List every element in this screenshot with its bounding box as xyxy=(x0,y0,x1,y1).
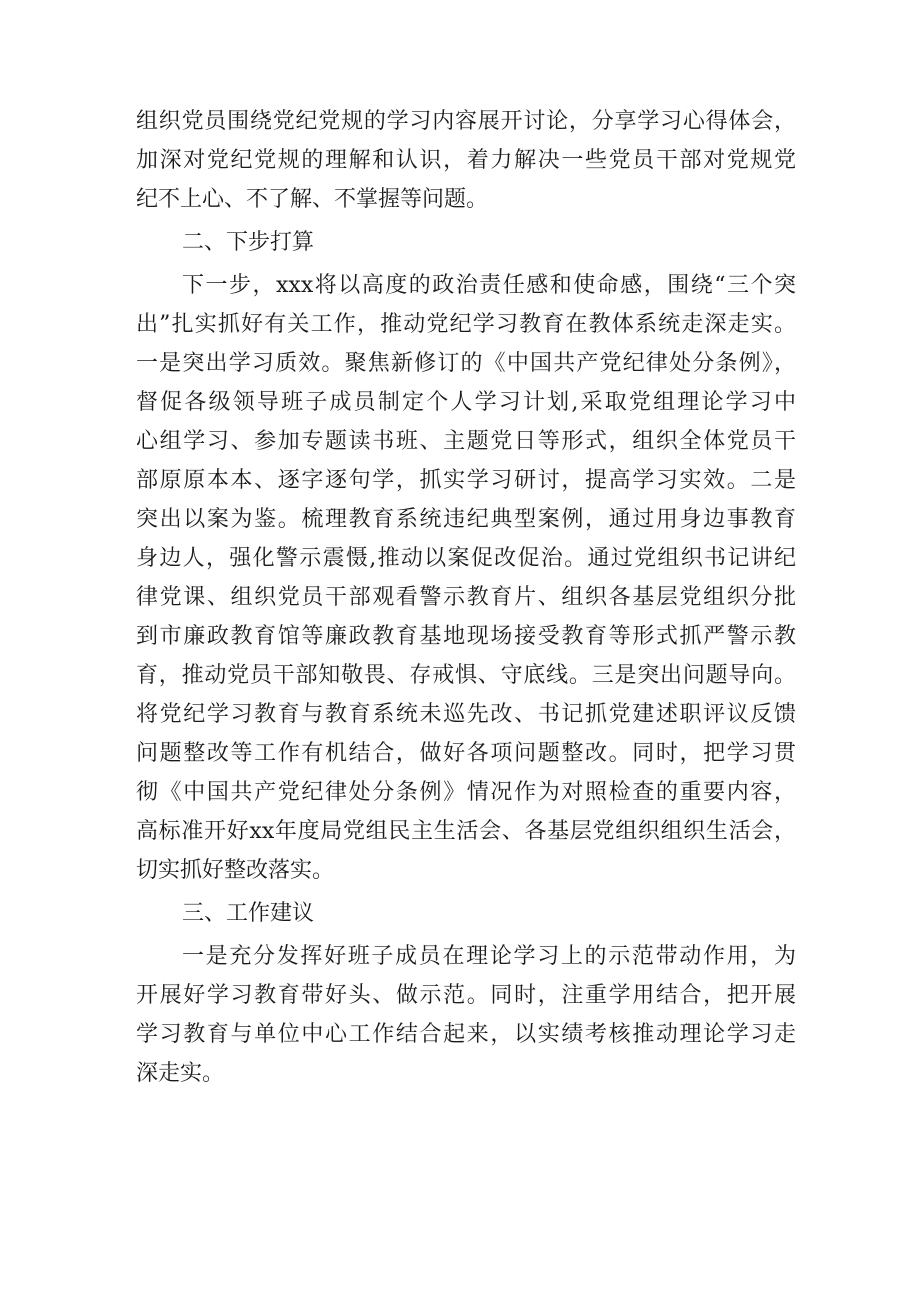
text-line: 律党课、组织党员干部观看警示教育片、组织各基层党组织分批 xyxy=(136,585,796,610)
text-line: 下一步，xxx将以高度的政治责任感和使命感，围绕“三个突 xyxy=(182,273,796,298)
text-line: 切实抓好整改落实。 xyxy=(136,858,335,883)
text-line: 出”扎实抓好有关工作，推动党纪学习教育在教体系统走深走实。 xyxy=(136,312,796,337)
paragraph-opening xyxy=(136,102,796,219)
text-line: 心组学习、参加专题读书班、主题党日等形式，组织全体党员干 xyxy=(136,429,796,454)
section-heading-suggestions: 三、工作建议 xyxy=(182,901,315,926)
text-line: 部原原本本、逐字逐句学，抓实学习研讨，提高学习实效。二是 xyxy=(136,468,796,493)
text-line: 深走实。 xyxy=(136,1061,225,1086)
text-line: 问题整改等工作有机结合，做好各项问题整改。同时，把学习贯 xyxy=(136,741,796,766)
text-line: 将党纪学习教育与教育系统未巡先改、书记抓党建述职评议反馈 xyxy=(136,702,796,727)
paragraph-suggestions xyxy=(136,937,796,1093)
text-line: 开展好学习教育带好头、做示范。同时，注重学用结合，把开展 xyxy=(136,983,796,1008)
document-body xyxy=(136,102,796,1093)
text-line: 督促各级领导班子成员制定个人学习计划,采取党组理论学习中 xyxy=(136,390,796,415)
text-line: 学习教育与单位中心工作结合起来，以实绩考核推动理论学习走 xyxy=(136,1022,796,1047)
section-heading-next-steps: 二、下步打算 xyxy=(182,230,315,255)
text-line: 加深对党纪党规的理解和认识，着力解决一些党员干部对党规党 xyxy=(136,148,796,173)
text-line: 育，推动党员干部知敬畏、存戒惧、守底线。三是突出问题导向。 xyxy=(136,663,796,688)
text-line: 身边人，强化警示震慑,推动以案促改促治。通过党组织书记讲纪 xyxy=(136,546,796,571)
text-line: 高标准开好xx年度局党组民主生活会、各基层党组织组织生活会， xyxy=(136,819,796,844)
text-line: 彻《中国共产党纪律处分条例》情况作为对照检查的重要内容， xyxy=(136,780,796,805)
text-line: 组织党员围绕党纪党规的学习内容展开讨论，分享学习心得体会， xyxy=(136,109,796,134)
text-line: 纪不上心、不了解、不掌握等问题。 xyxy=(136,187,489,212)
text-line: 一是突出学习质效。聚焦新修订的《中国共产党纪律处分条例》， xyxy=(136,351,796,376)
text-line: 到市廉政教育馆等廉政教育基地现场接受教育等形式抓严警示教 xyxy=(136,624,796,649)
text-line: 突出以案为鉴。梳理教育系统违纪典型案例，通过用身边事教育 xyxy=(136,507,796,532)
text-line: 一是充分发挥好班子成员在理论学习上的示范带动作用，为 xyxy=(182,944,796,969)
paragraph-next-steps xyxy=(136,266,796,890)
